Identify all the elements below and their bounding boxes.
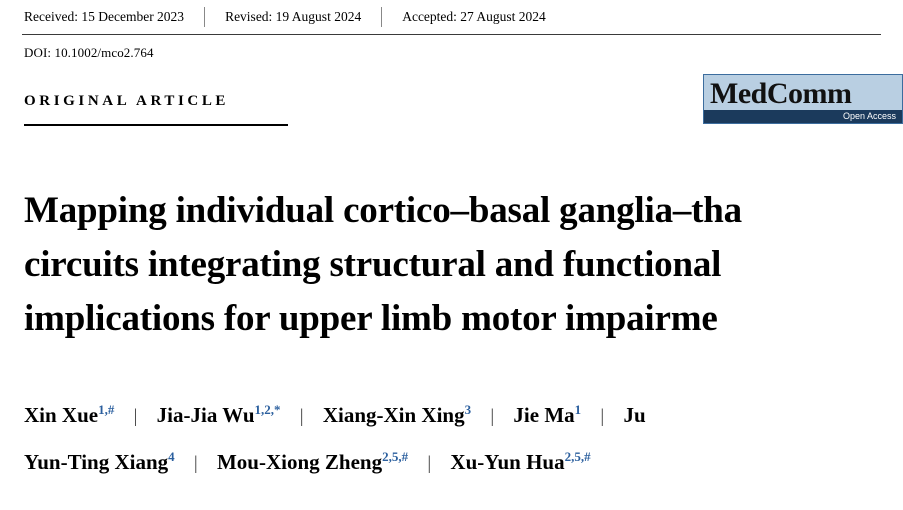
author-name: Jia-Jia Wu: [156, 402, 255, 427]
author-name: Xu-Yun Hua: [450, 449, 565, 474]
author-name: Ju: [623, 402, 646, 427]
article-type-divider: [24, 124, 288, 126]
author-affiliation-marker: 3: [464, 401, 472, 417]
author-row-1: [24, 390, 881, 437]
page-title: [22, 184, 881, 346]
history-separator-1: [204, 7, 205, 27]
author-affiliation-marker: 1,2,*: [254, 401, 281, 417]
author-separator: |: [427, 452, 432, 474]
article-history: [22, 0, 881, 34]
author[interactable]: [157, 403, 281, 427]
author-affiliation-marker: 2,5,#: [564, 448, 591, 464]
author-separator: |: [490, 405, 495, 427]
author-separator: |: [133, 405, 138, 427]
journal-logo: [703, 74, 903, 124]
title-line-3: implications for upper limb motor impairme: [24, 297, 718, 339]
header-divider: [22, 34, 881, 35]
title-line-1: Mapping individual cortico–basal ganglia–tha: [24, 189, 742, 231]
author-affiliation-marker: 2,5,#: [382, 448, 409, 464]
doi-text[interactable]: DOI: 10.1002/mco2.764: [24, 45, 154, 60]
revised-date: Revised: 19 August 2024: [225, 9, 362, 24]
accepted-date: Accepted: 27 August 2024: [402, 9, 546, 24]
author[interactable]: [323, 403, 471, 427]
title-line-2: circuits integrating structural and functional: [24, 243, 722, 285]
author-list: [22, 390, 881, 484]
journal-logo-title: MedComm: [710, 77, 852, 110]
author-separator: |: [299, 405, 304, 427]
author[interactable]: [513, 403, 581, 427]
author-affiliation-marker: 1,#: [98, 401, 115, 417]
article-type-label: ORIGINAL ARTICLE: [24, 93, 230, 109]
author[interactable]: [217, 450, 408, 474]
author-separator: |: [193, 452, 198, 474]
journal-logo-access: Open Access: [842, 111, 896, 121]
author-name: Xin Xue: [24, 402, 99, 427]
received-date: Received: 15 December 2023: [24, 9, 185, 24]
author-affiliation-marker: 1: [574, 401, 582, 417]
author-name: Mou-Xiong Zheng: [216, 449, 383, 474]
author-row-2: [24, 437, 881, 484]
author[interactable]: [24, 403, 114, 427]
history-separator-2: [381, 7, 382, 27]
author[interactable]: [623, 403, 645, 427]
author-name: Jie Ma: [513, 402, 575, 427]
author-affiliation-marker: 4: [168, 448, 175, 464]
author-name: Xiang-Xin Xing: [322, 402, 465, 427]
author-separator: |: [600, 405, 605, 427]
author[interactable]: [450, 450, 590, 474]
author-name: Yun-Ting Xiang: [24, 449, 169, 474]
author[interactable]: [24, 450, 175, 474]
